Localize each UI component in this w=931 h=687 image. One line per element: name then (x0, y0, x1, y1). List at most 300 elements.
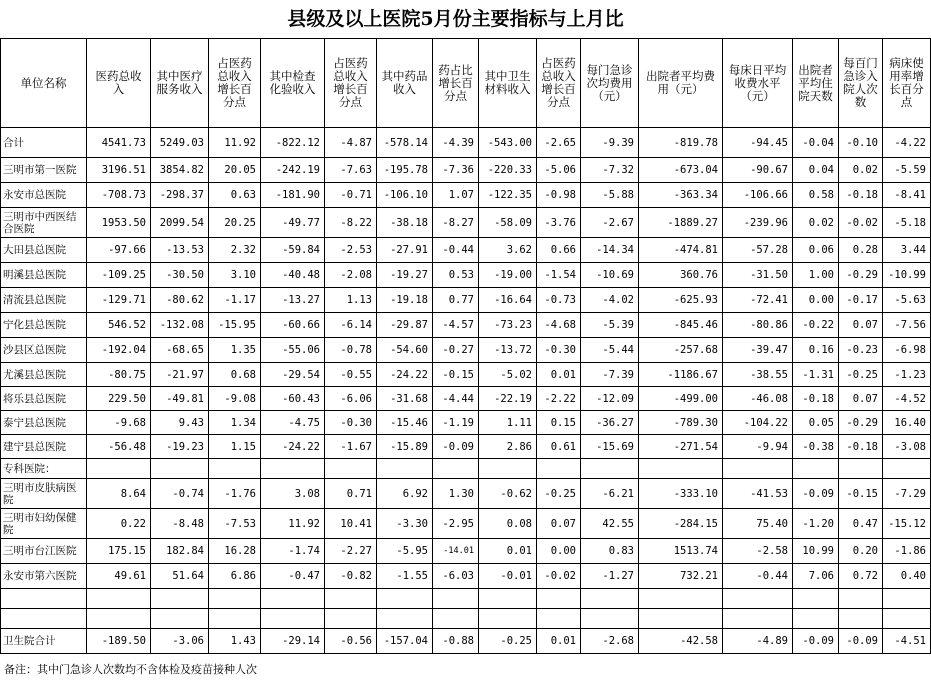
table-row (1, 128, 931, 158)
report-title: 县级及以上医院5月份主要指标与上月比 (287, 8, 624, 30)
value-cell: 1.43 (209, 629, 261, 654)
value-cell: -3.08 (883, 435, 931, 459)
value-cell: -15.69 (581, 435, 639, 459)
value-cell: -0.18 (839, 435, 883, 459)
value-cell: 42.55 (581, 509, 639, 539)
value-cell: -4.02 (581, 288, 639, 313)
column-header: 占医药总收入增长百分点 (209, 39, 261, 128)
value-cell: -1889.27 (639, 208, 723, 238)
value-cell: 1.07 (433, 183, 479, 208)
value-cell: 0.20 (839, 539, 883, 564)
table-row (1, 263, 931, 288)
value-cell: -0.25 (537, 479, 581, 509)
value-cell: -2.65 (537, 128, 581, 158)
value-cell: -2.58 (723, 539, 793, 564)
value-cell: -4.75 (261, 411, 325, 435)
value-cell: 0.53 (433, 263, 479, 288)
indicator-table (0, 38, 931, 654)
value-cell: 0.01 (479, 539, 537, 564)
header-row (1, 39, 931, 128)
value-cell: 732.21 (639, 564, 723, 589)
value-cell: 0.04 (793, 158, 839, 183)
value-cell: -29.14 (261, 629, 325, 654)
unit-name-cell: 清流县总医院 (1, 288, 87, 313)
value-cell: 0.07 (537, 509, 581, 539)
value-cell: 3854.82 (151, 158, 209, 183)
table-row (1, 479, 931, 509)
value-cell: -49.77 (261, 208, 325, 238)
value-cell: -819.78 (639, 128, 723, 158)
value-cell: -6.14 (325, 313, 377, 338)
value-cell: -42.58 (639, 629, 723, 654)
value-cell: -0.74 (151, 479, 209, 509)
value-cell: 0.72 (839, 564, 883, 589)
value-cell: -6.03 (433, 564, 479, 589)
value-cell: -1.19 (433, 411, 479, 435)
value-cell: -1.27 (581, 564, 639, 589)
value-cell: -4.68 (537, 313, 581, 338)
value-cell: 2.32 (209, 238, 261, 263)
unit-name-cell: 泰宁县总医院 (1, 411, 87, 435)
value-cell: -8.22 (325, 208, 377, 238)
value-cell: -132.08 (151, 313, 209, 338)
value-cell: -122.35 (479, 183, 537, 208)
section-label: 专科医院： (1, 459, 87, 479)
value-cell: -708.73 (87, 183, 151, 208)
value-cell: -1.55 (377, 564, 433, 589)
value-cell: 229.50 (87, 387, 151, 411)
value-cell: 0.01 (537, 629, 581, 654)
value-cell: -106.66 (723, 183, 793, 208)
value-cell: -59.84 (261, 238, 325, 263)
value-cell: -0.88 (433, 629, 479, 654)
value-cell: 1953.50 (87, 208, 151, 238)
value-cell: 0.47 (839, 509, 883, 539)
column-header: 每门急诊次均费用（元） (581, 39, 639, 128)
value-cell: -181.90 (261, 183, 325, 208)
value-cell: -499.00 (639, 387, 723, 411)
unit-name-cell: 三明市皮肤病医院 (1, 479, 87, 509)
value-cell: -271.54 (639, 435, 723, 459)
value-cell: -189.50 (87, 629, 151, 654)
value-cell: -0.47 (261, 564, 325, 589)
value-cell: -0.15 (839, 479, 883, 509)
unit-name-cell: 建宁县总医院 (1, 435, 87, 459)
value-cell: 10.99 (793, 539, 839, 564)
value-cell: -0.55 (325, 363, 377, 387)
column-header: 其中卫生材料收入 (479, 39, 537, 128)
value-cell: -2.27 (325, 539, 377, 564)
value-cell: -8.48 (151, 509, 209, 539)
unit-name-cell: 三明市第一医院 (1, 158, 87, 183)
value-cell: -4.39 (433, 128, 479, 158)
value-cell: 175.15 (87, 539, 151, 564)
value-cell: -7.29 (883, 479, 931, 509)
value-cell: -60.43 (261, 387, 325, 411)
value-cell: -0.23 (839, 338, 883, 363)
unit-name-cell: 将乐县总医院 (1, 387, 87, 411)
value-cell: -0.71 (325, 183, 377, 208)
value-cell: -242.19 (261, 158, 325, 183)
value-cell: -298.37 (151, 183, 209, 208)
value-cell: -30.50 (151, 263, 209, 288)
value-cell: 1.30 (433, 479, 479, 509)
value-cell: 0.00 (537, 539, 581, 564)
value-cell: -4.51 (883, 629, 931, 654)
value-cell: -1186.67 (639, 363, 723, 387)
value-cell: -21.97 (151, 363, 209, 387)
value-cell: -5.39 (581, 313, 639, 338)
value-cell: -10.69 (581, 263, 639, 288)
value-cell: -195.78 (377, 158, 433, 183)
column-header: 药占比增长百分点 (433, 39, 479, 128)
value-cell: -15.46 (377, 411, 433, 435)
table-row (1, 158, 931, 183)
value-cell: -1.86 (883, 539, 931, 564)
value-cell: -157.04 (377, 629, 433, 654)
value-cell: -31.50 (723, 263, 793, 288)
value-cell: -822.12 (261, 128, 325, 158)
value-cell: -0.56 (325, 629, 377, 654)
value-cell: -2.68 (581, 629, 639, 654)
value-cell: -15.12 (883, 509, 931, 539)
column-header: 单位名称 (1, 39, 87, 128)
value-cell: -0.22 (793, 313, 839, 338)
value-cell: -13.27 (261, 288, 325, 313)
value-cell: 6.92 (377, 479, 433, 509)
value-cell: -13.72 (479, 338, 537, 363)
value-cell: -0.02 (537, 564, 581, 589)
table-row (1, 387, 931, 411)
value-cell: -239.96 (723, 208, 793, 238)
value-cell: -578.14 (377, 128, 433, 158)
value-cell: 182.84 (151, 539, 209, 564)
value-cell: -5.59 (883, 158, 931, 183)
value-cell: 0.07 (839, 313, 883, 338)
value-cell: -0.18 (839, 183, 883, 208)
column-header: 每床日平均收费水平（元） (723, 39, 793, 128)
value-cell: 51.64 (151, 564, 209, 589)
value-cell: -38.55 (723, 363, 793, 387)
value-cell: -8.27 (433, 208, 479, 238)
value-cell: -1.20 (793, 509, 839, 539)
value-cell: -55.06 (261, 338, 325, 363)
value-cell: -1.54 (537, 263, 581, 288)
value-cell: -41.53 (723, 479, 793, 509)
value-cell: -5.63 (883, 288, 931, 313)
value-cell: 0.28 (839, 238, 883, 263)
value-cell: 3.44 (883, 238, 931, 263)
value-cell: 5249.03 (151, 128, 209, 158)
value-cell: -3.30 (377, 509, 433, 539)
value-cell: 11.92 (261, 509, 325, 539)
table-row (1, 183, 931, 208)
column-header: 其中药品收入 (377, 39, 433, 128)
value-cell: 0.16 (793, 338, 839, 363)
value-cell: -58.09 (479, 208, 537, 238)
value-cell: -31.68 (377, 387, 433, 411)
value-cell: -7.53 (209, 509, 261, 539)
table-row (1, 238, 931, 263)
value-cell: -49.81 (151, 387, 209, 411)
table-row (1, 629, 931, 654)
value-cell: -29.87 (377, 313, 433, 338)
value-cell: -4.52 (883, 387, 931, 411)
value-cell: -0.17 (839, 288, 883, 313)
value-cell: -1.31 (793, 363, 839, 387)
value-cell: -72.41 (723, 288, 793, 313)
value-cell: -474.81 (639, 238, 723, 263)
value-cell: -16.64 (479, 288, 537, 313)
value-cell: -257.68 (639, 338, 723, 363)
value-cell: -0.09 (839, 629, 883, 654)
section-row (1, 459, 931, 479)
column-header: 每百门急诊入院人次数 (839, 39, 883, 128)
value-cell: -80.62 (151, 288, 209, 313)
value-cell: -54.60 (377, 338, 433, 363)
value-cell: -6.21 (581, 479, 639, 509)
value-cell: 1.35 (209, 338, 261, 363)
value-cell: 0.08 (479, 509, 537, 539)
value-cell: -789.30 (639, 411, 723, 435)
value-cell: 3.10 (209, 263, 261, 288)
column-header: 医药总收入 (87, 39, 151, 128)
value-cell: 0.01 (537, 363, 581, 387)
value-cell: -0.10 (839, 128, 883, 158)
value-cell: -9.68 (87, 411, 151, 435)
value-cell: -0.09 (793, 629, 839, 654)
value-cell: -0.25 (839, 363, 883, 387)
value-cell: 6.86 (209, 564, 261, 589)
value-cell: -24.22 (261, 435, 325, 459)
value-cell: -0.04 (793, 128, 839, 158)
value-cell: -4.44 (433, 387, 479, 411)
value-cell: -0.73 (537, 288, 581, 313)
value-cell: -46.08 (723, 387, 793, 411)
value-cell: -1.23 (883, 363, 931, 387)
value-cell: -2.95 (433, 509, 479, 539)
value-cell: 20.05 (209, 158, 261, 183)
value-cell: -40.48 (261, 263, 325, 288)
value-cell: 20.25 (209, 208, 261, 238)
value-cell: -22.19 (479, 387, 537, 411)
value-cell: 11.92 (209, 128, 261, 158)
value-cell: 0.22 (87, 509, 151, 539)
value-cell: 49.61 (87, 564, 151, 589)
value-cell: -0.44 (723, 564, 793, 589)
value-cell: 0.68 (209, 363, 261, 387)
value-cell: -57.28 (723, 238, 793, 263)
unit-name-cell: 三明市台江医院 (1, 539, 87, 564)
value-cell: -94.45 (723, 128, 793, 158)
value-cell: -15.95 (209, 313, 261, 338)
value-cell: 0.66 (537, 238, 581, 263)
value-cell: 0.02 (839, 158, 883, 183)
value-cell: -3.06 (151, 629, 209, 654)
value-cell: -7.36 (433, 158, 479, 183)
unit-name-cell: 三明市中西医结合医院 (1, 208, 87, 238)
blank-row (1, 589, 931, 609)
value-cell: 0.63 (209, 183, 261, 208)
value-cell: -625.93 (639, 288, 723, 313)
value-cell: 0.71 (325, 479, 377, 509)
value-cell: -109.25 (87, 263, 151, 288)
value-cell: 16.28 (209, 539, 261, 564)
value-cell: 0.77 (433, 288, 479, 313)
value-cell: -14.01 (433, 539, 479, 564)
table-row (1, 411, 931, 435)
value-cell: -363.34 (639, 183, 723, 208)
value-cell: -0.09 (433, 435, 479, 459)
unit-name-cell: 合计 (1, 128, 87, 158)
table-row (1, 435, 931, 459)
blank-row (1, 609, 931, 629)
value-cell: 1.00 (793, 263, 839, 288)
column-header: 出院者平均费用（元） (639, 39, 723, 128)
value-cell: -333.10 (639, 479, 723, 509)
value-cell: -13.53 (151, 238, 209, 263)
value-cell: 0.00 (793, 288, 839, 313)
value-cell: -5.02 (479, 363, 537, 387)
value-cell: -0.78 (325, 338, 377, 363)
value-cell: 75.40 (723, 509, 793, 539)
unit-name-cell: 永安市第六医院 (1, 564, 87, 589)
value-cell: 0.58 (793, 183, 839, 208)
value-cell: -7.39 (581, 363, 639, 387)
value-cell: -8.41 (883, 183, 931, 208)
value-cell: -29.54 (261, 363, 325, 387)
value-cell: -15.89 (377, 435, 433, 459)
value-cell: -19.23 (151, 435, 209, 459)
value-cell: -0.30 (325, 411, 377, 435)
value-cell: -80.75 (87, 363, 151, 387)
value-cell: -543.00 (479, 128, 537, 158)
value-cell: 0.02 (793, 208, 839, 238)
value-cell: -5.18 (883, 208, 931, 238)
value-cell: -1.76 (209, 479, 261, 509)
value-cell: -9.94 (723, 435, 793, 459)
value-cell: 8.64 (87, 479, 151, 509)
value-cell: -0.09 (793, 479, 839, 509)
unit-name-cell: 永安市总医院 (1, 183, 87, 208)
value-cell: -0.01 (479, 564, 537, 589)
table-row (1, 509, 931, 539)
value-cell: -19.27 (377, 263, 433, 288)
value-cell: -0.82 (325, 564, 377, 589)
value-cell: 1.34 (209, 411, 261, 435)
value-cell: -0.25 (479, 629, 537, 654)
value-cell: -60.66 (261, 313, 325, 338)
value-cell: -104.22 (723, 411, 793, 435)
value-cell: -1.17 (209, 288, 261, 313)
value-cell: -5.95 (377, 539, 433, 564)
value-cell: -4.89 (723, 629, 793, 654)
unit-name-cell: 尤溪县总医院 (1, 363, 87, 387)
value-cell: 0.61 (537, 435, 581, 459)
value-cell: 7.06 (793, 564, 839, 589)
value-cell: -7.56 (883, 313, 931, 338)
value-cell: -14.34 (581, 238, 639, 263)
unit-name-cell: 明溪县总医院 (1, 263, 87, 288)
value-cell: -73.23 (479, 313, 537, 338)
value-cell: 0.15 (537, 411, 581, 435)
value-cell: 0.05 (793, 411, 839, 435)
value-cell: -106.10 (377, 183, 433, 208)
column-header: 出院者平均住院天数 (793, 39, 839, 128)
value-cell: -39.47 (723, 338, 793, 363)
value-cell: -0.38 (793, 435, 839, 459)
value-cell: -27.91 (377, 238, 433, 263)
value-cell: -129.71 (87, 288, 151, 313)
value-cell: -0.15 (433, 363, 479, 387)
value-cell: -97.66 (87, 238, 151, 263)
value-cell: 3.62 (479, 238, 537, 263)
table-row (1, 208, 931, 238)
column-header: 病床使用率增长百分点 (883, 39, 931, 128)
value-cell: 0.07 (839, 387, 883, 411)
footnote: 备注：其中门急诊人次数均不含体检及疫苗接种人次 (4, 663, 257, 676)
value-cell: 0.06 (793, 238, 839, 263)
value-cell: -5.88 (581, 183, 639, 208)
value-cell: 2099.54 (151, 208, 209, 238)
value-cell: -10.99 (883, 263, 931, 288)
value-cell: -0.29 (839, 263, 883, 288)
value-cell: -3.76 (537, 208, 581, 238)
column-header: 其中医疗服务收入 (151, 39, 209, 128)
value-cell: -38.18 (377, 208, 433, 238)
value-cell: -6.98 (883, 338, 931, 363)
value-cell: -0.44 (433, 238, 479, 263)
value-cell: -0.29 (839, 411, 883, 435)
value-cell: -2.08 (325, 263, 377, 288)
value-cell: 546.52 (87, 313, 151, 338)
value-cell: 10.41 (325, 509, 377, 539)
value-cell: -80.86 (723, 313, 793, 338)
value-cell: 3196.51 (87, 158, 151, 183)
value-cell: -5.06 (537, 158, 581, 183)
value-cell: -2.53 (325, 238, 377, 263)
value-cell: -19.00 (479, 263, 537, 288)
value-cell: -220.33 (479, 158, 537, 183)
table-row (1, 338, 931, 363)
value-cell: 1.15 (209, 435, 261, 459)
value-cell: -4.57 (433, 313, 479, 338)
value-cell: -673.04 (639, 158, 723, 183)
table-row (1, 313, 931, 338)
value-cell: -4.22 (883, 128, 931, 158)
value-cell: -2.22 (537, 387, 581, 411)
value-cell: -845.46 (639, 313, 723, 338)
table-row (1, 539, 931, 564)
table-row (1, 564, 931, 589)
value-cell: -1.74 (261, 539, 325, 564)
value-cell: 1513.74 (639, 539, 723, 564)
value-cell: -2.67 (581, 208, 639, 238)
table-row (1, 363, 931, 387)
value-cell: -192.04 (87, 338, 151, 363)
value-cell: -0.30 (537, 338, 581, 363)
value-cell: 9.43 (151, 411, 209, 435)
unit-name-cell: 三明市妇幼保健院 (1, 509, 87, 539)
value-cell: -7.63 (325, 158, 377, 183)
column-header: 占医药总收入增长百分点 (537, 39, 581, 128)
value-cell: -0.62 (479, 479, 537, 509)
value-cell: -0.27 (433, 338, 479, 363)
unit-name-cell: 沙县区总医院 (1, 338, 87, 363)
value-cell: -9.39 (581, 128, 639, 158)
value-cell: 3.08 (261, 479, 325, 509)
value-cell: -24.22 (377, 363, 433, 387)
